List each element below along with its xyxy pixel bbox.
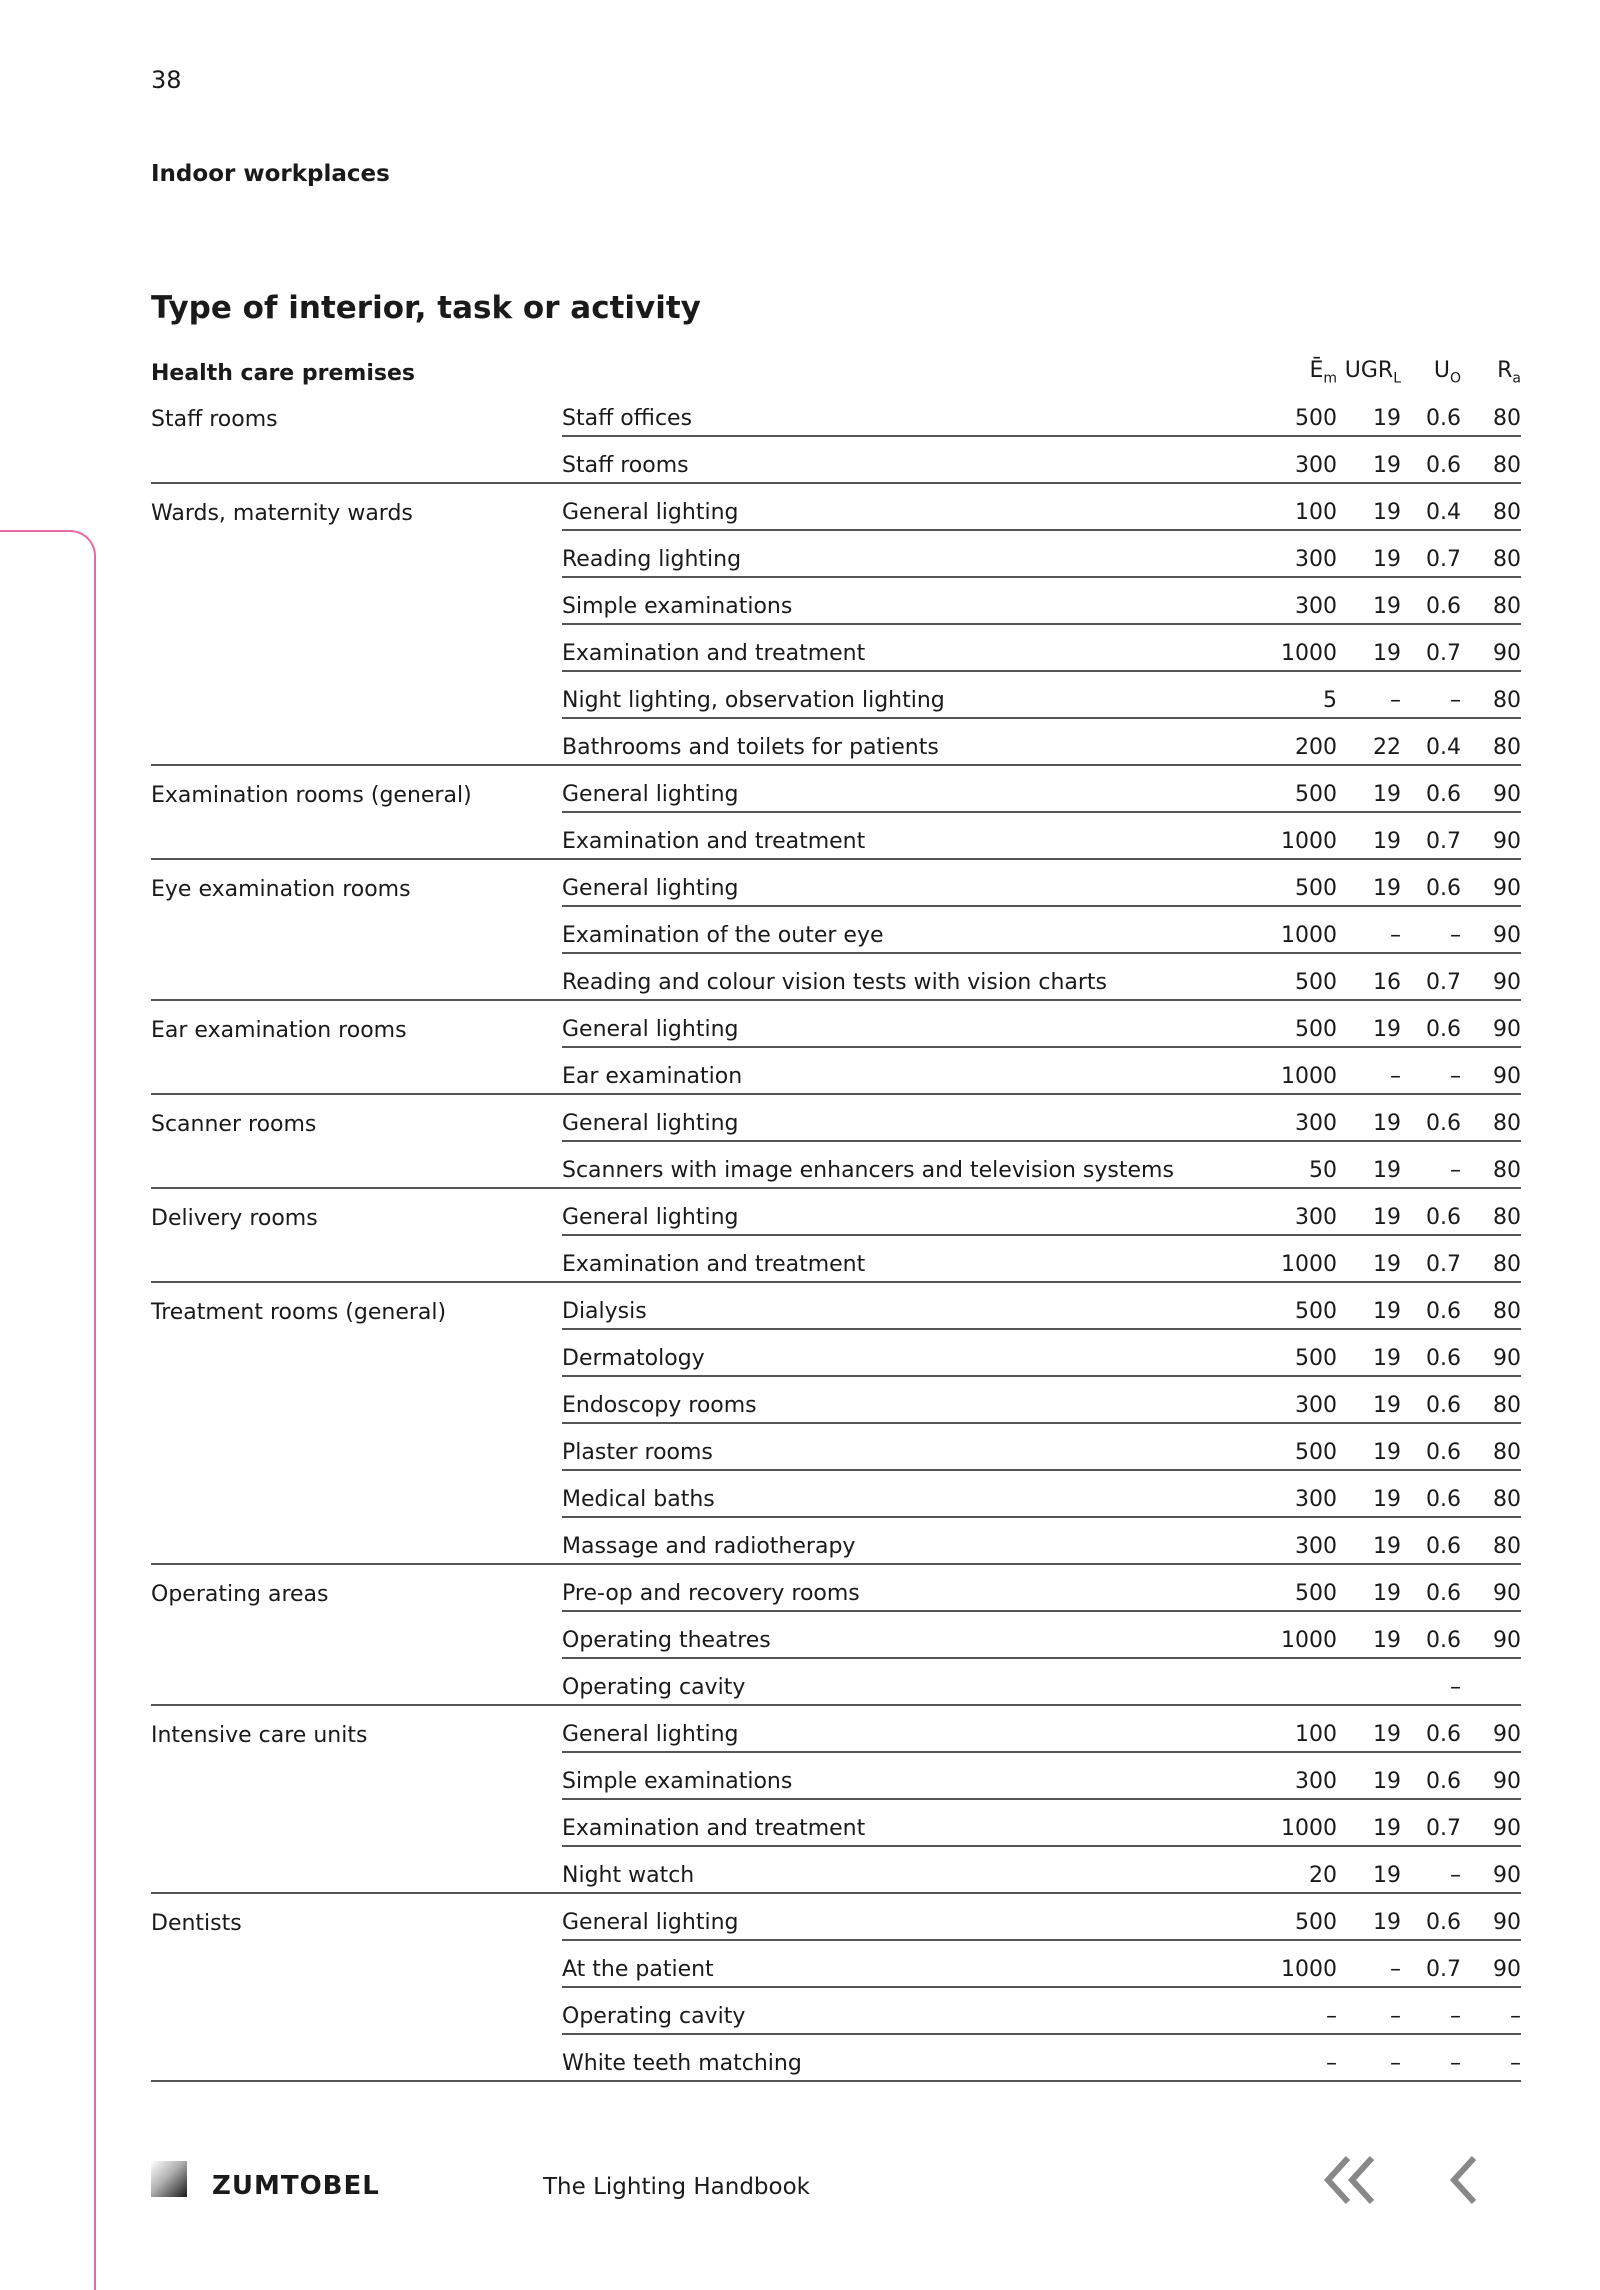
- em-cell: 500: [1211, 859, 1337, 906]
- ugr-cell: –: [1337, 671, 1401, 718]
- header-em: [1211, 346, 1337, 390]
- category-cell: [151, 718, 562, 765]
- category-cell: Operating areas: [151, 1582, 329, 1607]
- category-cell: Treatment rooms (general): [151, 1300, 447, 1325]
- ugr-cell: 19: [1337, 1799, 1401, 1846]
- ugr-cell: 19: [1337, 812, 1401, 859]
- ugr-cell: 19: [1337, 1282, 1401, 1329]
- uo-cell: 0.6: [1401, 577, 1461, 624]
- uo-cell: 0.6: [1401, 1000, 1461, 1047]
- ra-cell: 80: [1461, 671, 1521, 718]
- uo-cell: –: [1401, 1846, 1461, 1893]
- uo-cell: 0.6: [1401, 436, 1461, 483]
- em-cell: [1211, 1658, 1337, 1705]
- table-row: [151, 483, 1521, 530]
- category-cell: [151, 624, 562, 671]
- ugr-cell: 19: [1337, 859, 1401, 906]
- table-row: [151, 1000, 1521, 1047]
- brand-logo-mark: [151, 2161, 187, 2197]
- ugr-cell: 16: [1337, 953, 1401, 1000]
- em-cell: 500: [1211, 1282, 1337, 1329]
- ra-cell: 90: [1461, 906, 1521, 953]
- subcategory-cell: Dermatology: [562, 1329, 1211, 1376]
- uo-cell: 0.6: [1401, 1329, 1461, 1376]
- ra-cell: 80: [1461, 1470, 1521, 1517]
- table-row: [151, 1517, 1521, 1564]
- subcategory-cell: General lighting: [562, 483, 1211, 530]
- ra-cell: 90: [1461, 1893, 1521, 1940]
- ugr-cell: 19: [1337, 390, 1401, 436]
- table-row: [151, 859, 1521, 906]
- handbook-title: The Lighting Handbook: [543, 2174, 810, 2200]
- subcategory-cell: Bathrooms and toilets for patients: [562, 718, 1211, 765]
- brand-name: ZUMTOBEL: [212, 2171, 380, 2201]
- table-row: [151, 906, 1521, 953]
- subcategory-cell: Simple examinations: [562, 577, 1211, 624]
- em-cell: 300: [1211, 436, 1337, 483]
- table-row: [151, 953, 1521, 1000]
- page-number: 38: [151, 66, 182, 94]
- subcategory-cell: Staff offices: [562, 390, 1211, 436]
- table-row: [151, 1423, 1521, 1470]
- uo-cell: 0.6: [1401, 1517, 1461, 1564]
- table-row: [151, 671, 1521, 718]
- table-row: [151, 1047, 1521, 1094]
- category-cell: [151, 1235, 562, 1282]
- em-cell: 20: [1211, 1846, 1337, 1893]
- header-ra-sub: a: [1512, 370, 1521, 386]
- table-row: [151, 1376, 1521, 1423]
- ugr-cell: 19: [1337, 1094, 1401, 1141]
- em-cell: 500: [1211, 1423, 1337, 1470]
- em-cell: –: [1211, 1987, 1337, 2034]
- ra-cell: 80: [1461, 436, 1521, 483]
- ugr-cell: 19: [1337, 765, 1401, 812]
- ugr-cell: –: [1337, 1940, 1401, 1987]
- ra-cell: 90: [1461, 812, 1521, 859]
- category-cell: [151, 1470, 562, 1517]
- ra-cell: 90: [1461, 1799, 1521, 1846]
- ugr-cell: 19: [1337, 1611, 1401, 1658]
- ugr-cell: 19: [1337, 1705, 1401, 1752]
- header-em-sub: m: [1323, 370, 1337, 386]
- em-cell: 1000: [1211, 1940, 1337, 1987]
- subcategory-cell: General lighting: [562, 1893, 1211, 1940]
- category-cell: [151, 577, 562, 624]
- uo-cell: 0.7: [1401, 530, 1461, 577]
- table-row: [151, 2034, 1521, 2081]
- ugr-cell: 19: [1337, 483, 1401, 530]
- ugr-cell: 19: [1337, 436, 1401, 483]
- table-row: [151, 1188, 1521, 1235]
- ra-cell: 80: [1461, 577, 1521, 624]
- em-cell: 500: [1211, 390, 1337, 436]
- em-cell: 50: [1211, 1141, 1337, 1188]
- subcategory-cell: Reading and colour vision tests with vision charts: [562, 953, 1211, 1000]
- first-page-button[interactable]: [1320, 2150, 1380, 2210]
- uo-cell: 0.6: [1401, 1564, 1461, 1611]
- header-ugr-base: UGR: [1344, 357, 1394, 383]
- ugr-cell: 19: [1337, 1329, 1401, 1376]
- em-cell: 500: [1211, 1893, 1337, 1940]
- subcategory-cell: Plaster rooms: [562, 1423, 1211, 1470]
- subcategory-cell: Examination and treatment: [562, 1799, 1211, 1846]
- category-cell: [151, 530, 562, 577]
- subcategory-cell: Night lighting, observation lighting: [562, 671, 1211, 718]
- ugr-cell: [1337, 1658, 1401, 1705]
- ra-cell: 90: [1461, 765, 1521, 812]
- ra-cell: 80: [1461, 1423, 1521, 1470]
- uo-cell: 0.7: [1401, 953, 1461, 1000]
- category-cell: [151, 906, 562, 953]
- subcategory-cell: General lighting: [562, 1705, 1211, 1752]
- category-cell: [151, 1329, 562, 1376]
- category-cell: [151, 1423, 562, 1470]
- uo-cell: –: [1401, 2034, 1461, 2081]
- ugr-cell: 19: [1337, 1000, 1401, 1047]
- uo-cell: 0.6: [1401, 1188, 1461, 1235]
- category-cell: Intensive care units: [151, 1723, 368, 1748]
- ra-cell: 80: [1461, 1094, 1521, 1141]
- category-cell: [151, 1611, 562, 1658]
- table-header-row: [151, 346, 1521, 390]
- uo-cell: 0.6: [1401, 1423, 1461, 1470]
- header-ra-base: R: [1497, 357, 1513, 383]
- category-cell: [151, 671, 562, 718]
- subcategory-cell: General lighting: [562, 765, 1211, 812]
- category-cell: Eye examination rooms: [151, 877, 411, 902]
- em-cell: 1000: [1211, 624, 1337, 671]
- header-uo-sub: O: [1449, 370, 1461, 386]
- subcategory-cell: Examination of the outer eye: [562, 906, 1211, 953]
- category-cell: [151, 1940, 562, 1987]
- table-row: [151, 1141, 1521, 1188]
- uo-cell: 0.6: [1401, 1470, 1461, 1517]
- em-cell: –: [1211, 2034, 1337, 2081]
- category-cell: Delivery rooms: [151, 1206, 318, 1231]
- ra-cell: 80: [1461, 483, 1521, 530]
- table-row: [151, 718, 1521, 765]
- ugr-cell: 19: [1337, 1141, 1401, 1188]
- ugr-cell: 19: [1337, 624, 1401, 671]
- table-row: [151, 1564, 1521, 1611]
- subcategory-cell: Massage and radiotherapy: [562, 1517, 1211, 1564]
- category-cell: Wards, maternity wards: [151, 501, 413, 526]
- table-row: [151, 1611, 1521, 1658]
- subcategory-cell: Night watch: [562, 1846, 1211, 1893]
- uo-cell: 0.4: [1401, 483, 1461, 530]
- em-cell: 500: [1211, 953, 1337, 1000]
- previous-page-button[interactable]: [1440, 2150, 1500, 2210]
- em-cell: 300: [1211, 1376, 1337, 1423]
- table-row: [151, 1470, 1521, 1517]
- ugr-cell: –: [1337, 1987, 1401, 2034]
- header-ra: [1461, 346, 1521, 390]
- em-cell: 100: [1211, 1705, 1337, 1752]
- em-cell: 500: [1211, 1564, 1337, 1611]
- em-cell: 5: [1211, 671, 1337, 718]
- ugr-cell: 19: [1337, 577, 1401, 624]
- ra-cell: 80: [1461, 1235, 1521, 1282]
- ra-cell: [1461, 1658, 1521, 1705]
- subcategory-cell: Operating theatres: [562, 1611, 1211, 1658]
- em-cell: 500: [1211, 765, 1337, 812]
- ugr-cell: 19: [1337, 1423, 1401, 1470]
- ra-cell: 90: [1461, 1047, 1521, 1094]
- em-cell: 300: [1211, 1188, 1337, 1235]
- header-ugr: [1337, 346, 1401, 390]
- table-row: [151, 577, 1521, 624]
- ra-cell: –: [1461, 1987, 1521, 2034]
- category-cell: Examination rooms (general): [151, 783, 472, 808]
- category-cell: [151, 1846, 562, 1893]
- ra-cell: 80: [1461, 1141, 1521, 1188]
- em-cell: 1000: [1211, 906, 1337, 953]
- ugr-cell: 19: [1337, 530, 1401, 577]
- uo-cell: 0.6: [1401, 1893, 1461, 1940]
- category-cell: [151, 1517, 562, 1564]
- ra-cell: –: [1461, 2034, 1521, 2081]
- ra-cell: 90: [1461, 1000, 1521, 1047]
- subcategory-cell: General lighting: [562, 1094, 1211, 1141]
- em-cell: 300: [1211, 577, 1337, 624]
- category-cell: Staff rooms: [151, 407, 278, 432]
- page-heading: Type of interior, task or activity: [151, 290, 701, 326]
- ugr-cell: 19: [1337, 1376, 1401, 1423]
- em-cell: 300: [1211, 1094, 1337, 1141]
- subcategory-cell: General lighting: [562, 1000, 1211, 1047]
- section-tab-outline: [0, 530, 96, 2290]
- header-uo-base: U: [1433, 357, 1450, 383]
- category-cell: [151, 1799, 562, 1846]
- section-label: Indoor workplaces: [151, 161, 390, 187]
- subcategory-cell: Reading lighting: [562, 530, 1211, 577]
- subcategory-cell: Operating cavity: [562, 1987, 1211, 2034]
- ugr-cell: 19: [1337, 1564, 1401, 1611]
- category-cell: [151, 1752, 562, 1799]
- subcategory-cell: At the patient: [562, 1940, 1211, 1987]
- ra-cell: 80: [1461, 390, 1521, 436]
- category-cell: Dentists: [151, 1911, 242, 1936]
- uo-cell: 0.6: [1401, 1376, 1461, 1423]
- subcategory-cell: Examination and treatment: [562, 624, 1211, 671]
- em-cell: 300: [1211, 530, 1337, 577]
- category-cell: [151, 1658, 562, 1705]
- chevron-left-icon: [1440, 2150, 1500, 2210]
- uo-cell: –: [1401, 1141, 1461, 1188]
- em-cell: 1000: [1211, 812, 1337, 859]
- uo-cell: 0.7: [1401, 624, 1461, 671]
- table-row: [151, 530, 1521, 577]
- uo-cell: –: [1401, 1987, 1461, 2034]
- table-row: [151, 1094, 1521, 1141]
- ra-cell: 90: [1461, 1940, 1521, 1987]
- ra-cell: 90: [1461, 859, 1521, 906]
- header-em-base: Ē: [1309, 357, 1324, 383]
- uo-cell: 0.6: [1401, 859, 1461, 906]
- uo-cell: 0.7: [1401, 1940, 1461, 1987]
- em-cell: 500: [1211, 1329, 1337, 1376]
- uo-cell: 0.4: [1401, 718, 1461, 765]
- table-row: [151, 1235, 1521, 1282]
- uo-cell: 0.7: [1401, 1235, 1461, 1282]
- category-cell: [151, 812, 562, 859]
- subcategory-cell: Endoscopy rooms: [562, 1376, 1211, 1423]
- subcategory-cell: Staff rooms: [562, 436, 1211, 483]
- em-cell: 500: [1211, 1000, 1337, 1047]
- ugr-cell: –: [1337, 2034, 1401, 2081]
- uo-cell: 0.6: [1401, 1705, 1461, 1752]
- em-cell: 300: [1211, 1470, 1337, 1517]
- ra-cell: 80: [1461, 1517, 1521, 1564]
- table-row: [151, 1940, 1521, 1987]
- category-cell: [151, 953, 562, 1000]
- ugr-cell: 19: [1337, 1235, 1401, 1282]
- em-cell: 200: [1211, 718, 1337, 765]
- ra-cell: 90: [1461, 1752, 1521, 1799]
- table-row: [151, 1752, 1521, 1799]
- ugr-cell: 19: [1337, 1470, 1401, 1517]
- em-cell: 100: [1211, 483, 1337, 530]
- subcategory-cell: Examination and treatment: [562, 812, 1211, 859]
- category-cell: Ear examination rooms: [151, 1018, 407, 1043]
- uo-cell: 0.6: [1401, 1282, 1461, 1329]
- em-cell: 1000: [1211, 1047, 1337, 1094]
- table-row: [151, 436, 1521, 483]
- subcategory-cell: Scanners with image enhancers and television systems: [562, 1141, 1211, 1188]
- em-cell: 1000: [1211, 1235, 1337, 1282]
- category-cell: Scanner rooms: [151, 1112, 317, 1137]
- ugr-cell: 19: [1337, 1188, 1401, 1235]
- ra-cell: 90: [1461, 1329, 1521, 1376]
- subcategory-cell: Operating cavity: [562, 1658, 1211, 1705]
- table-row: [151, 1282, 1521, 1329]
- ugr-cell: –: [1337, 1047, 1401, 1094]
- ugr-cell: 19: [1337, 1752, 1401, 1799]
- category-cell: [151, 2034, 562, 2081]
- table-row: [151, 1893, 1521, 1940]
- ra-cell: 80: [1461, 530, 1521, 577]
- ugr-cell: 19: [1337, 1846, 1401, 1893]
- subcategory-cell: General lighting: [562, 1188, 1211, 1235]
- subcategory-cell: White teeth matching: [562, 2034, 1211, 2081]
- em-cell: 1000: [1211, 1799, 1337, 1846]
- category-cell: [151, 1047, 562, 1094]
- table-row: [151, 1658, 1521, 1705]
- table-row: [151, 1329, 1521, 1376]
- uo-cell: –: [1401, 671, 1461, 718]
- ugr-cell: 19: [1337, 1517, 1401, 1564]
- ra-cell: 80: [1461, 1282, 1521, 1329]
- table-row: [151, 1846, 1521, 1893]
- category-cell: [151, 1376, 562, 1423]
- subcategory-cell: Simple examinations: [562, 1752, 1211, 1799]
- uo-cell: 0.6: [1401, 390, 1461, 436]
- subcategory-cell: Ear examination: [562, 1047, 1211, 1094]
- table-row: [151, 390, 1521, 436]
- em-cell: 300: [1211, 1752, 1337, 1799]
- table-row: [151, 624, 1521, 671]
- ra-cell: 90: [1461, 1564, 1521, 1611]
- ugr-cell: –: [1337, 906, 1401, 953]
- subcategory-cell: General lighting: [562, 859, 1211, 906]
- uo-cell: 0.7: [1401, 1799, 1461, 1846]
- subcategory-cell: Dialysis: [562, 1282, 1211, 1329]
- header-uo: [1401, 346, 1461, 390]
- uo-cell: –: [1401, 906, 1461, 953]
- table-row: [151, 1987, 1521, 2034]
- category-cell: [151, 1141, 562, 1188]
- table-row: [151, 812, 1521, 859]
- uo-cell: –: [1401, 1047, 1461, 1094]
- uo-cell: 0.6: [1401, 1094, 1461, 1141]
- uo-cell: 0.7: [1401, 812, 1461, 859]
- ra-cell: 90: [1461, 1611, 1521, 1658]
- ra-cell: 90: [1461, 624, 1521, 671]
- table-row: [151, 765, 1521, 812]
- category-cell: [151, 436, 562, 483]
- subcategory-cell: Pre-op and recovery rooms: [562, 1564, 1211, 1611]
- ra-cell: 80: [1461, 1376, 1521, 1423]
- ra-cell: 90: [1461, 953, 1521, 1000]
- em-cell: 1000: [1211, 1611, 1337, 1658]
- table-body: [151, 390, 1521, 2081]
- ra-cell: 90: [1461, 1705, 1521, 1752]
- ugr-cell: 19: [1337, 1893, 1401, 1940]
- group-label: Health care premises: [151, 361, 415, 386]
- subcategory-cell: Examination and treatment: [562, 1235, 1211, 1282]
- header-ugr-sub: L: [1393, 370, 1401, 386]
- table-row: [151, 1799, 1521, 1846]
- uo-cell: –: [1401, 1658, 1461, 1705]
- ra-cell: 90: [1461, 1846, 1521, 1893]
- uo-cell: 0.6: [1401, 1611, 1461, 1658]
- subcategory-cell: Medical baths: [562, 1470, 1211, 1517]
- table-row: [151, 1705, 1521, 1752]
- ra-cell: 80: [1461, 1188, 1521, 1235]
- lighting-requirements-table: [151, 346, 1521, 2082]
- ugr-cell: 22: [1337, 718, 1401, 765]
- em-cell: 300: [1211, 1517, 1337, 1564]
- uo-cell: 0.6: [1401, 1752, 1461, 1799]
- ra-cell: 80: [1461, 718, 1521, 765]
- uo-cell: 0.6: [1401, 765, 1461, 812]
- category-cell: [151, 1987, 562, 2034]
- double-chevron-left-icon: [1320, 2150, 1380, 2210]
